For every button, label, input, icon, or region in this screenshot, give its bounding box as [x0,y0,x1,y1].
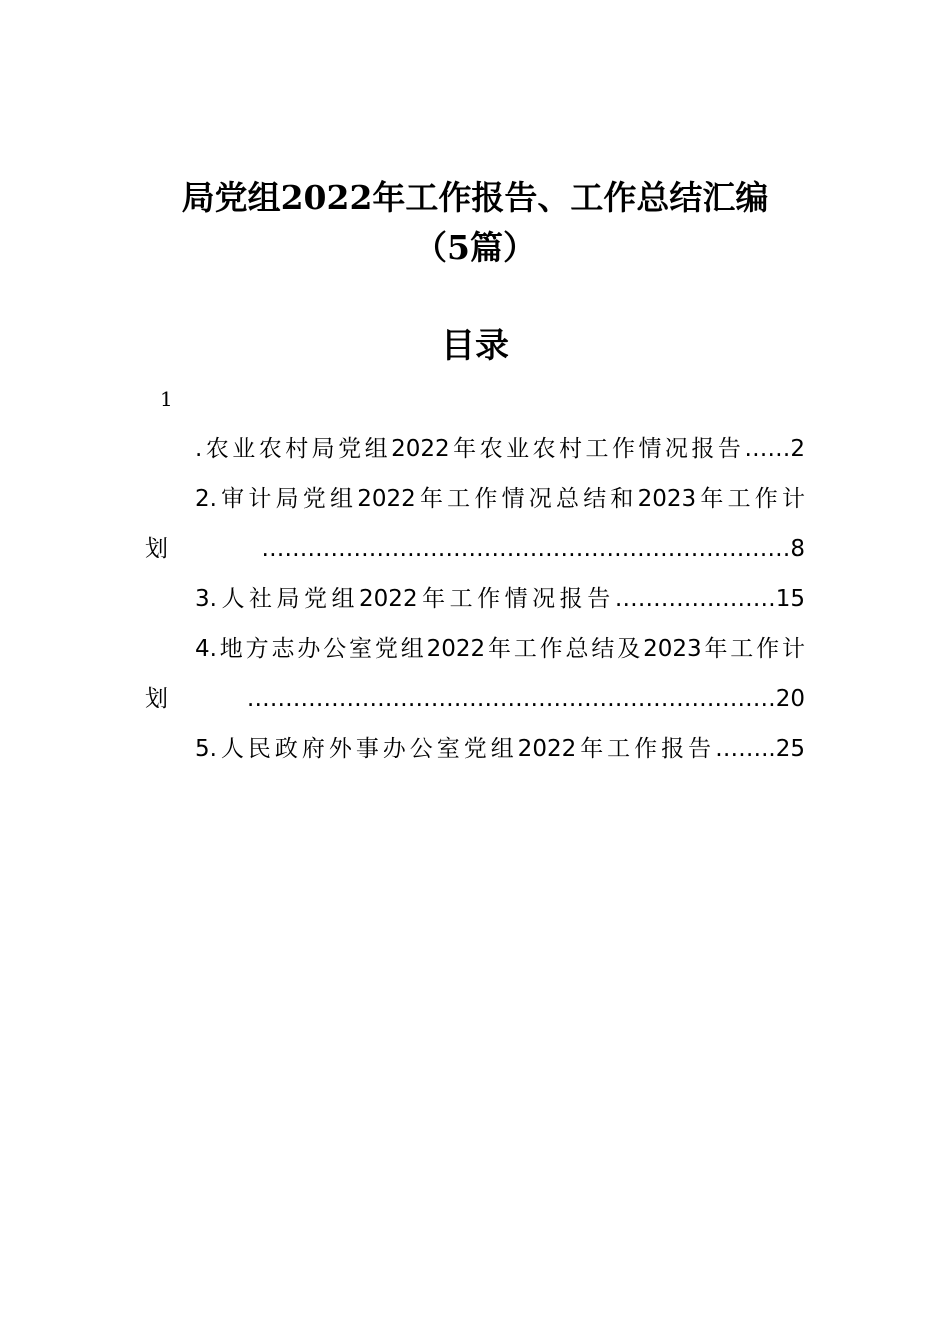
toc-leader-dots: …….. [715,736,776,762]
toc-entry-title: 3.人社局党组2022年工作情况报告 [195,586,615,612]
toc-page-number: 2 [790,436,805,462]
toc-entry-title: .农业农村局党组2022年农业农村工作情况报告 [195,436,745,462]
toc-page-number: 15 [775,586,805,612]
toc-entry-title: 4.地方志办公室党组2022年工作总结及2023年工作计划 [145,636,805,712]
toc-page-number: 25 [775,736,805,762]
document-subtitle: （5篇） [414,228,536,267]
toc-entry-4[interactable] [145,624,805,724]
toc-entry-3[interactable] [145,574,805,624]
toc-page-number: 8 [790,536,805,562]
toc-leader-dots: ………………… [614,586,776,612]
toc-entry-1[interactable] [145,424,805,474]
toc-page-number: 20 [775,686,805,712]
toc-entry-title: 5.人民政府外事办公室党组2022年工作报告 [195,736,716,762]
toc-entry-5[interactable] [145,724,805,774]
toc-entry-title: 2.审计局党组2022年工作情况总结和2023年工作计划 [145,486,805,562]
toc-leader-dots: …………………………………………………………… [261,536,791,562]
toc-leader-dots: …………………………………………………………… [246,686,776,712]
toc-heading: 目录 [441,326,509,366]
table-of-contents [145,424,805,774]
stray-list-number: 1 [160,387,173,411]
document-title: 局党组2022年工作报告、工作总结汇编 [181,178,769,217]
toc-leader-dots: …… [744,436,791,462]
toc-entry-2[interactable] [145,474,805,574]
